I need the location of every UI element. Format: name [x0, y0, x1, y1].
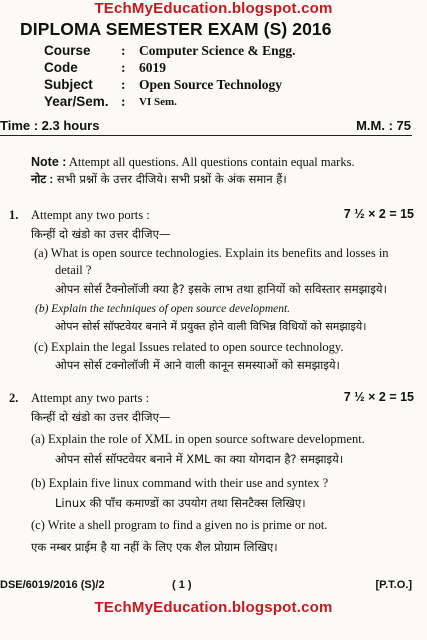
question-part-c: (c) Write a shell program to find a given no is prime or not.	[31, 518, 328, 532]
note-text: Attempt all questions. All questions contain equal marks.	[68, 155, 355, 169]
header-divider	[0, 135, 412, 136]
meta-label: Code	[44, 60, 78, 75]
question-marks: 7 ½ × 2 = 15	[343, 390, 414, 404]
question-part-c-hindi: एक नम्बर प्राईम है या नहीं के लिए एक शैल प्रोग्राम लिखिए।	[31, 540, 278, 554]
question-instruction-hindi: किन्हीं दो खंडो का उत्तर दीजिए—	[31, 227, 171, 241]
question-part-a-cont: detail ?	[55, 263, 92, 277]
note-label: Note :	[31, 155, 67, 169]
question-part-b: (b) Explain five linux command with their use and syntex ?	[31, 476, 329, 490]
question-instruction: Attempt any two parts :	[31, 391, 150, 405]
question-part-a-hindi: ओपन सोर्स सॉफ्टवेयर बनाने में XML का क्या योगदान है? समझाइये।	[55, 452, 344, 466]
note-label-hindi: नोट :	[31, 174, 54, 186]
question-part-a: (a) Explain the role of XML in open source software development.	[31, 432, 365, 446]
exam-meta	[44, 42, 404, 110]
question-number: 1.	[9, 208, 19, 222]
question-instruction: Attempt any two ports :	[31, 208, 150, 222]
meta-row-year-sem	[44, 93, 404, 110]
question-part-b-hindi: ओपन सोर्स सॉफ्टवेयर बनाने में प्रयुक्त होने वाली विभिन्न विधियों को समझाइये।	[55, 320, 367, 333]
meta-label: Course	[44, 43, 91, 58]
question-part-c-hindi: ओपन सोर्स टक्नोलॉजी में आने वाली कानून समस्याओं को समझाइये।	[55, 358, 340, 372]
meta-row-subject	[44, 76, 404, 93]
question-number: 2.	[9, 391, 19, 405]
question-part-c: (c) Explain the legal Issues related to open source technology.	[34, 340, 344, 354]
page-number: ( 1 )	[172, 579, 192, 591]
meta-colon: :	[121, 59, 126, 75]
question-part-a: (a) What is open source technologies. Explain its benefits and losses in	[34, 246, 389, 260]
time-marks-line	[0, 118, 411, 135]
paper-code: DSE/6019/2016 (S)/2	[0, 579, 105, 591]
meta-colon: :	[121, 93, 126, 109]
max-marks: M.M. : 75	[356, 118, 411, 133]
meta-value: Open Source Technology	[139, 76, 283, 92]
exam-title: DIPLOMA SEMESTER EXAM (S) 2016	[20, 19, 332, 39]
note-text-hindi: सभी प्रश्नों के उत्तर दीजिये। सभी प्रश्नों के अंक समान हैं।	[56, 172, 287, 186]
meta-colon: :	[121, 42, 126, 58]
pto-label: [P.T.O.]	[375, 579, 412, 591]
note-english	[31, 155, 355, 170]
meta-row-code	[44, 59, 404, 76]
note-hindi	[31, 172, 287, 187]
question-part-a-hindi: ओपन सोर्स टैक्नोलॉजी क्या है? इसके लाभ तथा हानियों को सविस्तार समझाइये।	[55, 282, 387, 296]
question-instruction-hindi: किन्हीं दो खंडो का उत्तर दीजिए—	[31, 410, 171, 424]
watermark-top: TEchMyEducation.blogspot.com	[94, 0, 333, 17]
question-part-b-hindi: Linux की पाँच कमाण्डों का उपयोग तथा सिनटैक्स लिखिए।	[55, 496, 306, 510]
meta-value: VI Sem.	[139, 95, 177, 108]
question-marks: 7 ½ × 2 = 15	[343, 207, 414, 221]
page-footer	[0, 579, 412, 595]
meta-label: Subject	[44, 77, 93, 92]
question-part-b: (b) Explain the techniques of open source development.	[35, 303, 291, 315]
meta-colon: :	[121, 76, 126, 92]
meta-value: 6019	[139, 59, 166, 75]
meta-row-course	[44, 42, 404, 59]
meta-value: Computer Science & Engg.	[139, 42, 296, 58]
watermark-bottom: TEchMyEducation.blogspot.com	[94, 599, 333, 616]
meta-label: Year/Sem.	[44, 94, 109, 109]
exam-time: Time : 2.3 hours	[0, 118, 100, 133]
